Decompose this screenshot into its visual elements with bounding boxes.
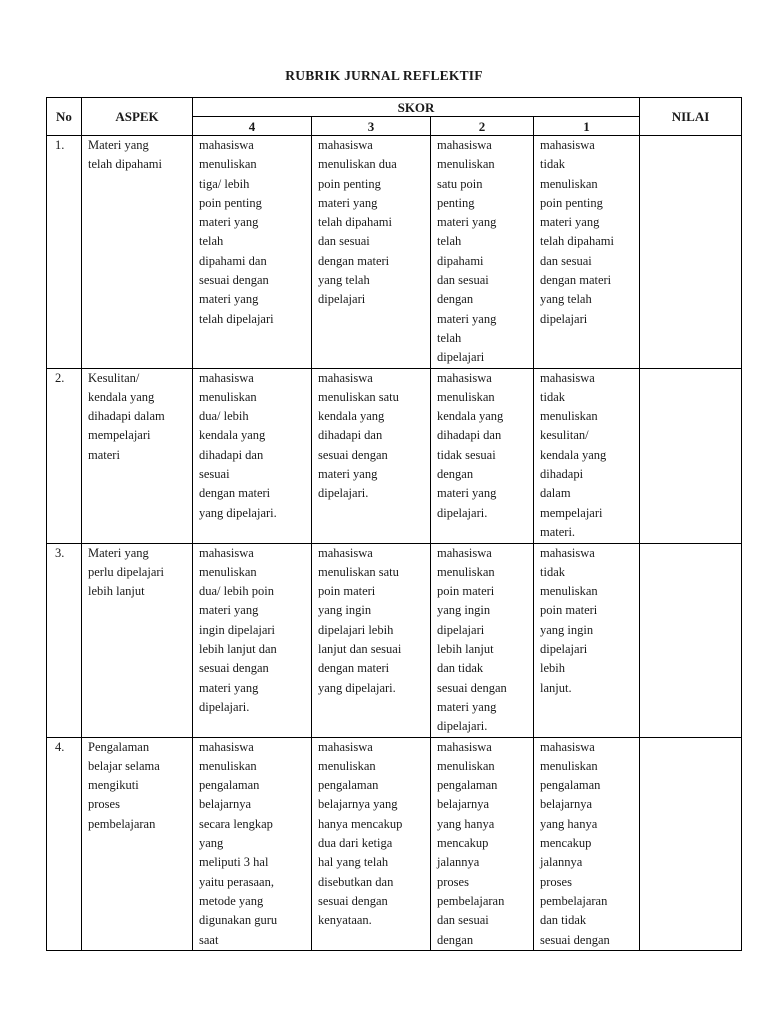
header-score-4: 4 bbox=[193, 117, 312, 136]
score-3-cell: mahasiswa menuliskan satu kendala yang dihadapi dan sesuai dengan materi yang dipelajari. bbox=[312, 368, 431, 543]
score-4-cell: mahasiswa menuliskan pengalaman belajarnya secara lengkap yang meliputi 3 hal yaitu perasaan, metode yang digunakan guru saat bbox=[193, 737, 312, 950]
row-number: 1. bbox=[47, 136, 82, 369]
nilai-cell bbox=[640, 136, 742, 369]
header-no: No bbox=[47, 98, 82, 136]
score-4-cell: mahasiswa menuliskan dua/ lebih kendala yang dihadapi dan sesuai dengan materi yang dipelajari. bbox=[193, 368, 312, 543]
nilai-cell bbox=[640, 368, 742, 543]
score-3-cell: mahasiswa menuliskan dua poin penting materi yang telah dipahami dan sesuai dengan materi yang telah dipelajari bbox=[312, 136, 431, 369]
header-score-1: 1 bbox=[534, 117, 640, 136]
row-number: 2. bbox=[47, 368, 82, 543]
row-number: 4. bbox=[47, 737, 82, 950]
score-2-cell: mahasiswa menuliskan kendala yang dihadapi dan tidak sesuai dengan materi yang dipelajari. bbox=[431, 368, 534, 543]
table-row bbox=[47, 368, 742, 543]
header-aspek: ASPEK bbox=[82, 98, 193, 136]
score-4-cell: mahasiswa menuliskan tiga/ lebih poin penting materi yang telah dipahami dan sesuai dengan materi yang telah dipelajari bbox=[193, 136, 312, 369]
header-score-2: 2 bbox=[431, 117, 534, 136]
score-1-cell: mahasiswa tidak menuliskan poin materi yang ingin dipelajari lebih lanjut. bbox=[534, 543, 640, 737]
nilai-cell bbox=[640, 543, 742, 737]
score-2-cell: mahasiswa menuliskan poin materi yang ingin dipelajari lebih lanjut dan tidak sesuai dengan materi yang dipelajari. bbox=[431, 543, 534, 737]
score-3-cell: mahasiswa menuliskan pengalaman belajarnya yang hanya mencakup dua dari ketiga hal yang telah disebutkan dan sesuai dengan kenyataan. bbox=[312, 737, 431, 950]
aspect-cell: Kesulitan/ kendala yang dihadapi dalam mempelajari materi bbox=[82, 368, 193, 543]
score-3-cell: mahasiswa menuliskan satu poin materi yang ingin dipelajari lebih lanjut dan sesuai dengan materi yang dipelajari. bbox=[312, 543, 431, 737]
score-1-cell: mahasiswa tidak menuliskan kesulitan/ kendala yang dihadapi dalam mempelajari materi. bbox=[534, 368, 640, 543]
score-1-cell: mahasiswa menuliskan pengalaman belajarnya yang hanya mencakup jalannya proses pembelajaran dan tidak sesuai dengan bbox=[534, 737, 640, 950]
header-score-3: 3 bbox=[312, 117, 431, 136]
aspect-cell: Materi yang telah dipahami bbox=[82, 136, 193, 369]
table-row bbox=[47, 737, 742, 950]
table-row bbox=[47, 136, 742, 369]
score-2-cell: mahasiswa menuliskan pengalaman belajarnya yang hanya mencakup jalannya proses pembelajaran dan sesuai dengan bbox=[431, 737, 534, 950]
rubric-table bbox=[46, 97, 742, 951]
aspect-cell: Pengalaman belajar selama mengikuti proses pembelajaran bbox=[82, 737, 193, 950]
score-4-cell: mahasiswa menuliskan dua/ lebih poin materi yang ingin dipelajari lebih lanjut dan sesuai dengan materi yang dipelajari. bbox=[193, 543, 312, 737]
row-number: 3. bbox=[47, 543, 82, 737]
nilai-cell bbox=[640, 737, 742, 950]
header-nilai: NILAI bbox=[640, 98, 742, 136]
score-1-cell: mahasiswa tidak menuliskan poin penting materi yang telah dipahami dan sesuai dengan materi yang telah dipelajari bbox=[534, 136, 640, 369]
score-2-cell: mahasiswa menuliskan satu poin penting materi yang telah dipahami dan sesuai dengan materi yang telah dipelajari bbox=[431, 136, 534, 369]
document-title: RUBRIK JURNAL REFLEKTIF bbox=[285, 68, 483, 83]
table-row bbox=[47, 543, 742, 737]
aspect-cell: Materi yang perlu dipelajari lebih lanjut bbox=[82, 543, 193, 737]
header-skor: SKOR bbox=[193, 98, 640, 117]
